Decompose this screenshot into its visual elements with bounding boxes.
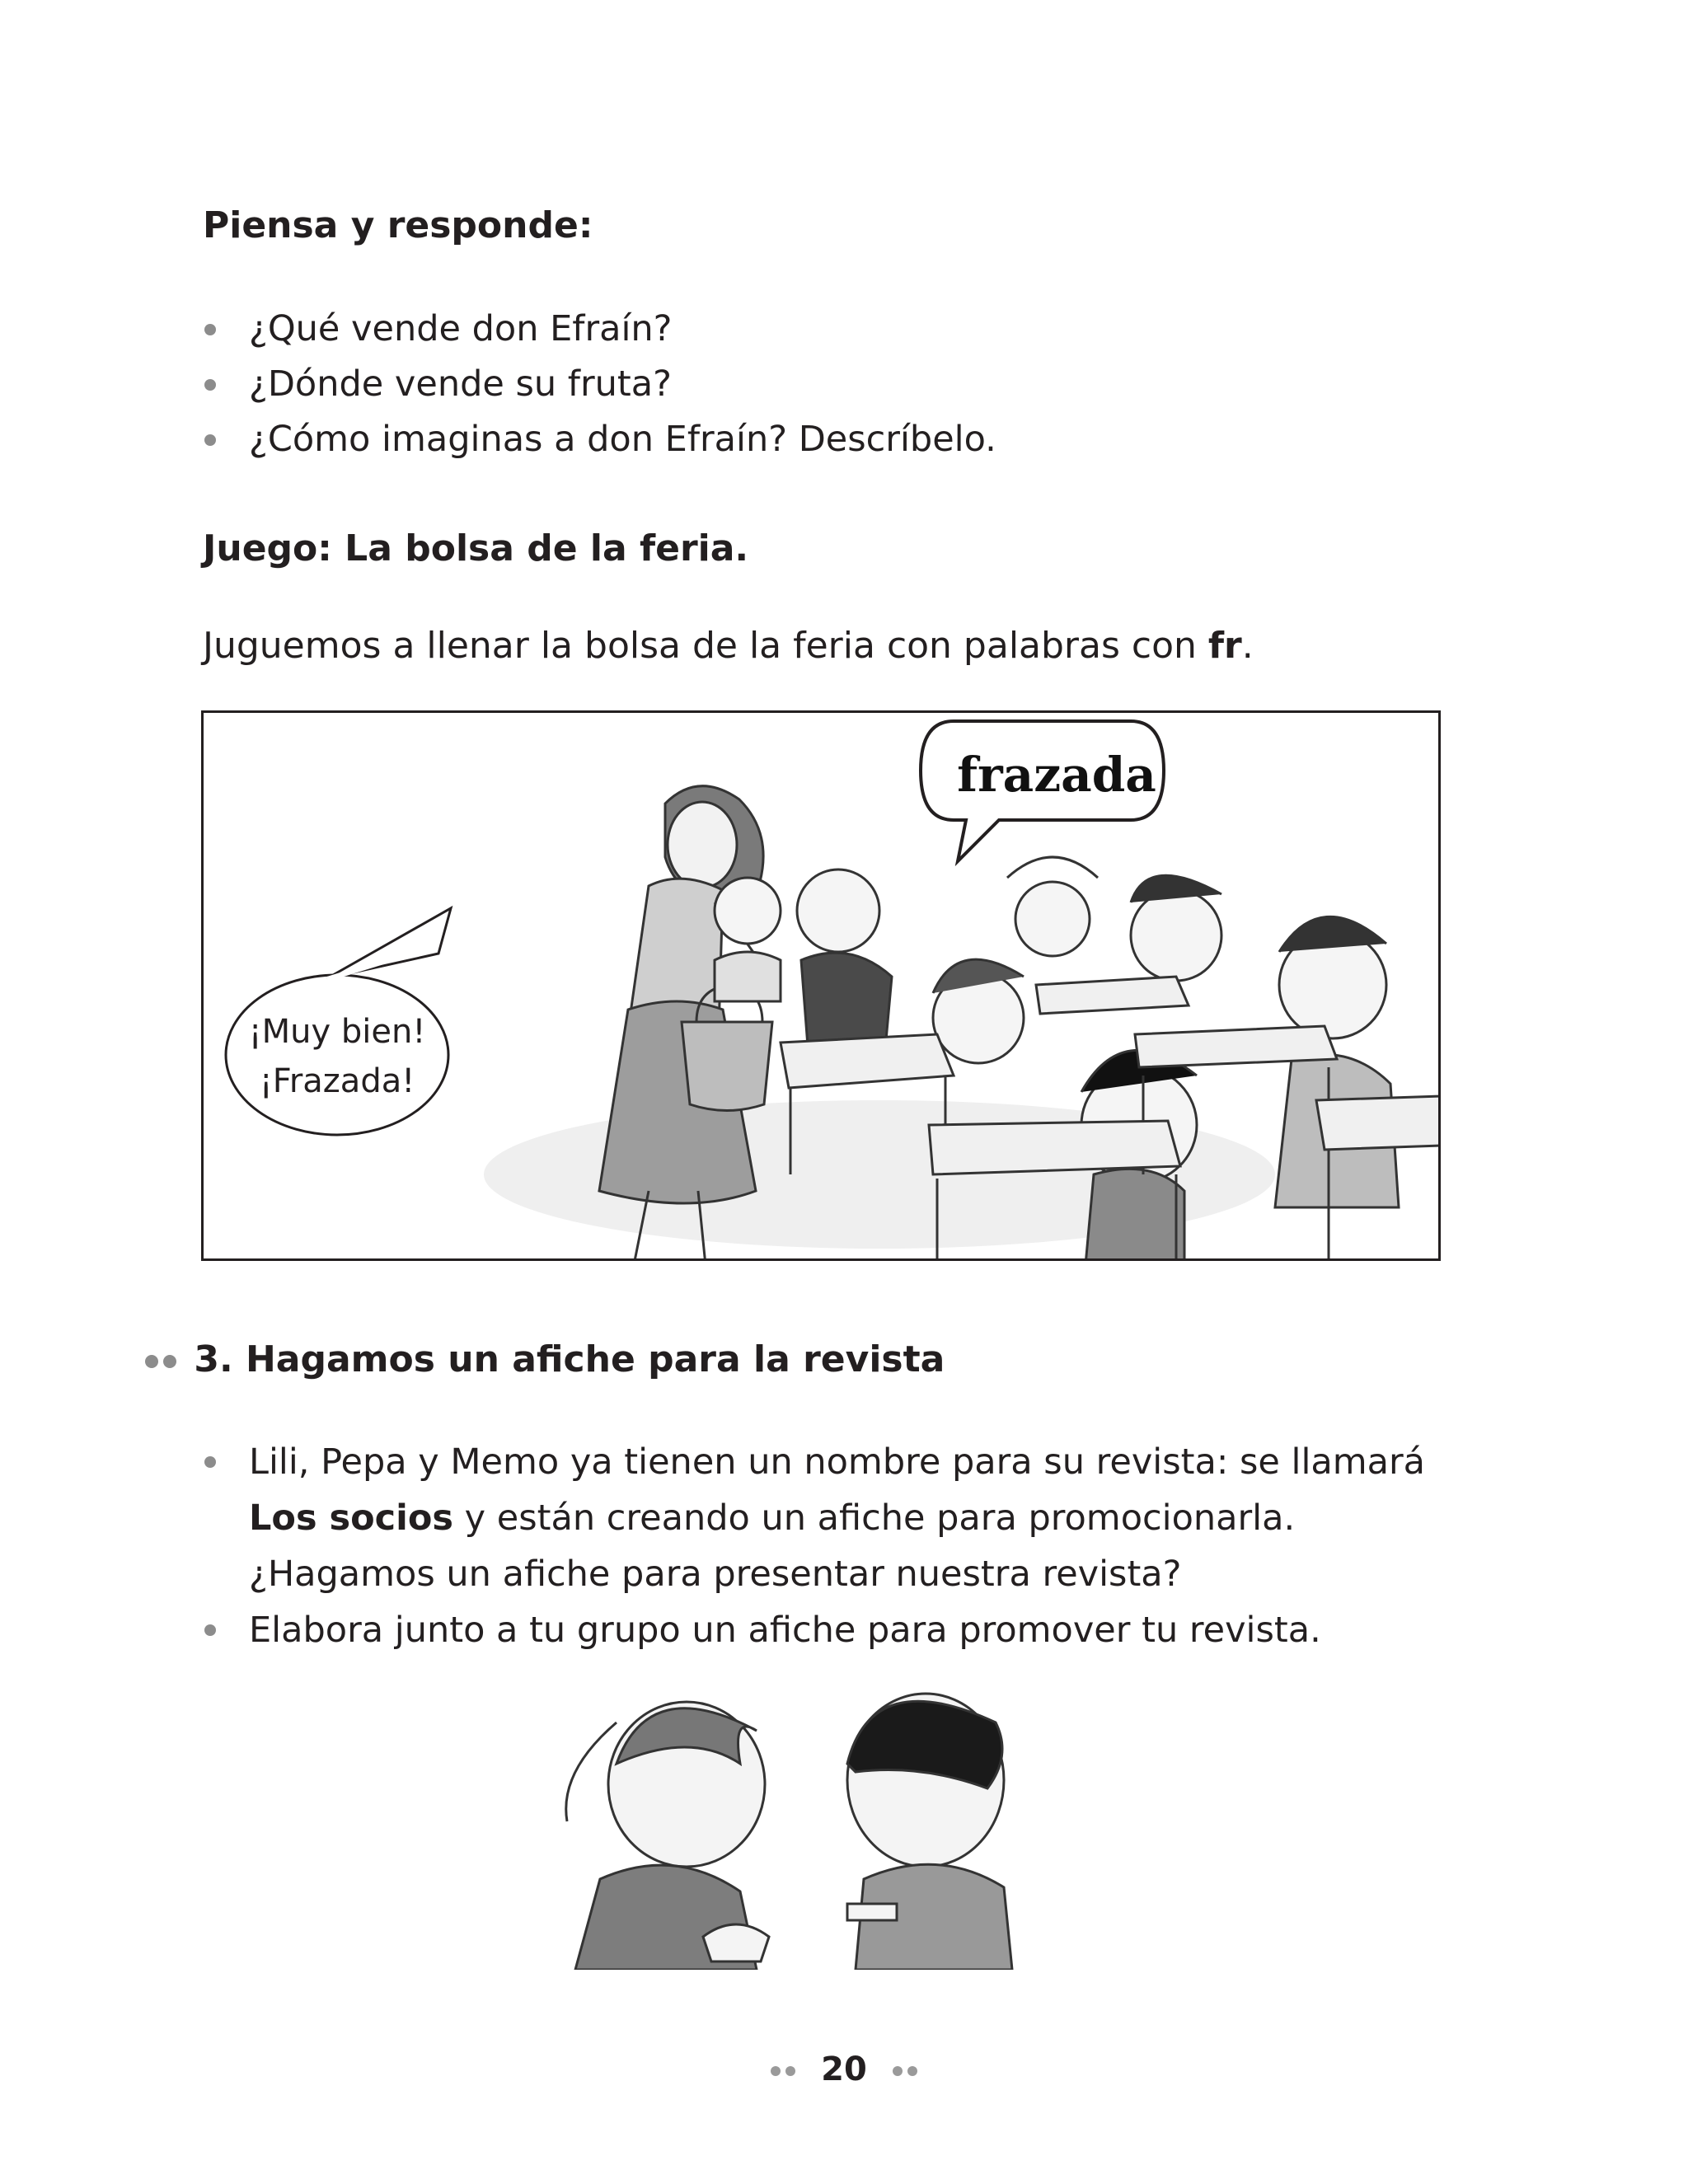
list-item (203, 1434, 1447, 1602)
page-footer (0, 2050, 1688, 2088)
list-item: ¿Qué vende don Efraín? (203, 302, 1439, 357)
teacher-line2: ¡Frazada! (259, 1062, 415, 1100)
question-list (203, 302, 1439, 467)
game-instruction (203, 625, 1254, 667)
bullet1-bold: Los socios (249, 1497, 454, 1539)
heading-section3 (145, 1338, 945, 1380)
heading-piensa: Piensa y responde: (203, 204, 593, 246)
dot-icon (771, 2066, 781, 2076)
bullet1-text-b: y están creando un afiche para promocionarla. ¿Hagamos un afiche para presentar nuestra revista? (249, 1497, 1296, 1595)
section3-title: 3. Hagamos un afiche para la revista (194, 1338, 945, 1380)
teacher-line1: ¡Muy bien! (248, 1013, 426, 1051)
classroom-illustration (201, 710, 1441, 1261)
section3-list (203, 1434, 1447, 1658)
dot-icon (163, 1355, 176, 1368)
page-number: 20 (821, 2050, 867, 2088)
student-head (1015, 882, 1090, 956)
instruction-text: Juguemos a llenar la bolsa de la feria con palabras con (203, 625, 1208, 667)
kids-scene (551, 1690, 1037, 1970)
list-item: Elabora junto a tu grupo un afiche para promover tu revista. (203, 1602, 1447, 1658)
dot-icon (785, 2066, 795, 2076)
dot-icon (893, 2066, 903, 2076)
dot-icon (907, 2066, 917, 2076)
list-item: ¿Cómo imaginas a don Efraín? Descríbelo. (203, 412, 1439, 467)
student-head (797, 869, 879, 952)
classroom-scene (204, 713, 1438, 1258)
dot-icon (145, 1355, 158, 1368)
instruction-end: . (1241, 625, 1254, 667)
student-head (1131, 890, 1221, 981)
instruction-bold: fr (1207, 625, 1242, 667)
bullet1-text-a: Lili, Pepa y Memo ya tienen un nombre para su revista: se llamará (249, 1441, 1426, 1483)
student-head (715, 878, 781, 944)
heading-juego: Juego: La bolsa de la feria. (203, 527, 749, 569)
bubble-word-text: frazada (957, 747, 1156, 803)
list-item: ¿Dónde vende su fruta? (203, 357, 1439, 412)
kids-illustration (551, 1690, 1037, 1970)
